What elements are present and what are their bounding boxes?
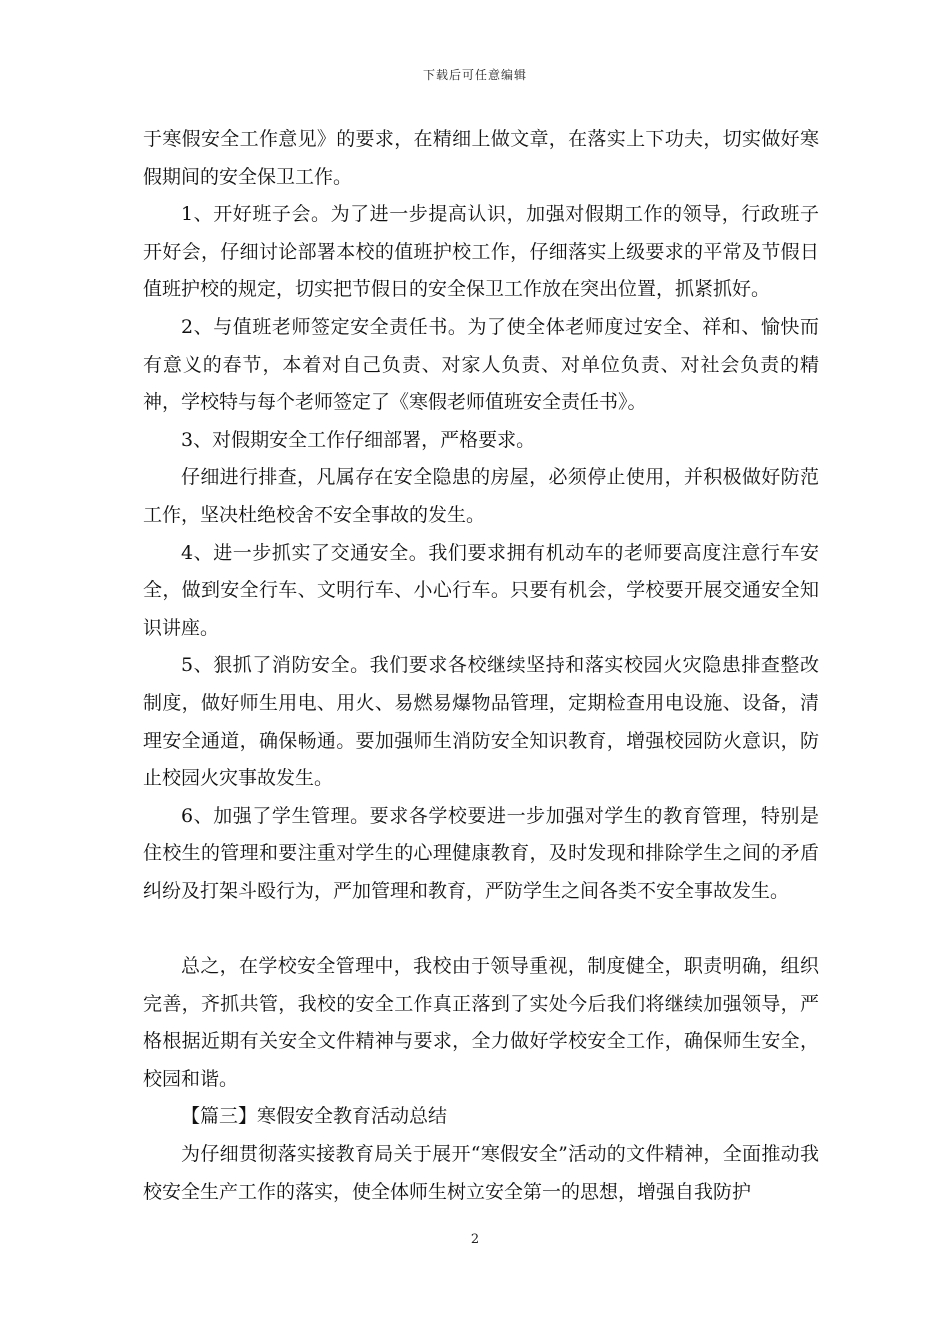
- page-number: 2: [470, 1232, 480, 1247]
- document-body: [143, 121, 819, 1211]
- paragraph-item-6: 6、加强了学生管理。要求各学校要进一步加强对学生的教育管理，特别是住校生的管理和要注重对学生的心理健康教育，及时发现和排除学生之间的矛盾纠纷及打架斗殴行为，严加管理和教育，严防学生之间各类不安全事故发生。: [143, 804, 819, 902]
- paragraph-inspection: 仔细进行排查，凡属存在安全隐患的房屋，必须停止使用，并积极做好防范工作，坚决杜绝校舍不安全事故的发生。: [143, 466, 819, 526]
- section-heading: 【篇三】寒假安全教育活动总结: [181, 1105, 448, 1128]
- paragraph-item-3: 3、对假期安全工作仔细部署，严格要求。: [181, 428, 536, 451]
- paragraph-summary: 总之，在学校安全管理中，我校由于领导重视，制度健全，职责明确，组织完善，齐抓共管，我校的安全工作真正落到了实处今后我们将继续加强领导，严格根据近期有关安全文件精神与要求，全力做好学校安全工作，确保师生安全，校园和谐。: [143, 955, 819, 1090]
- page-header: 下载后可任意编辑: [422, 68, 527, 82]
- paragraph-item-2: 2、与值班老师签定安全责任书。为了使全体老师度过安全、祥和、愉快而有意义的春节，本着对自己负责、对家人负责、对单位负责、对社会负责的精神，学校特与每个老师签定了《寒假老师值班安全责任书》。: [143, 315, 819, 414]
- paragraph-item-1: 1、开好班子会。为了进一步提高认识，加强对假期工作的领导，行政班子开好会，仔细讨论部署本校的值班护校工作，仔细落实上级要求的平常及节假日值班护校的规定，切实把节假日的安全保卫工作放在突出位置，抓紧抓好。: [143, 203, 819, 301]
- paragraph-section-intro: 为仔细贯彻落实接教育局关于展开“寒假安全”活动的文件精神，全面推动我校安全生产工作的落实，使全体师生树立安全第一的思想，增强自我防护: [143, 1143, 819, 1203]
- blank-line: [143, 910, 819, 948]
- paragraph-item-5: 5、狠抓了消防安全。我们要求各校继续坚持和落实校园火灾隐患排查整改制度，做好师生用电、用火、易燃易爆物品管理，定期检查用电设施、设备，清理安全通道，确保畅通。要加强师生消防安全知识教育，增强校园防火意识，防止校园火灾事故发生。: [143, 654, 819, 790]
- paragraph-item-4: 4、进一步抓实了交通安全。我们要求拥有机动车的老师要高度注意行车安全，做到安全行车、文明行车、小心行车。只要有机会，学校要开展交通安全知识讲座。: [143, 541, 819, 639]
- paragraph-continuation: 于寒假安全工作意见》的要求，在精细上做文章，在落实上下功夫，切实做好寒假期间的安全保卫工作。: [143, 128, 819, 188]
